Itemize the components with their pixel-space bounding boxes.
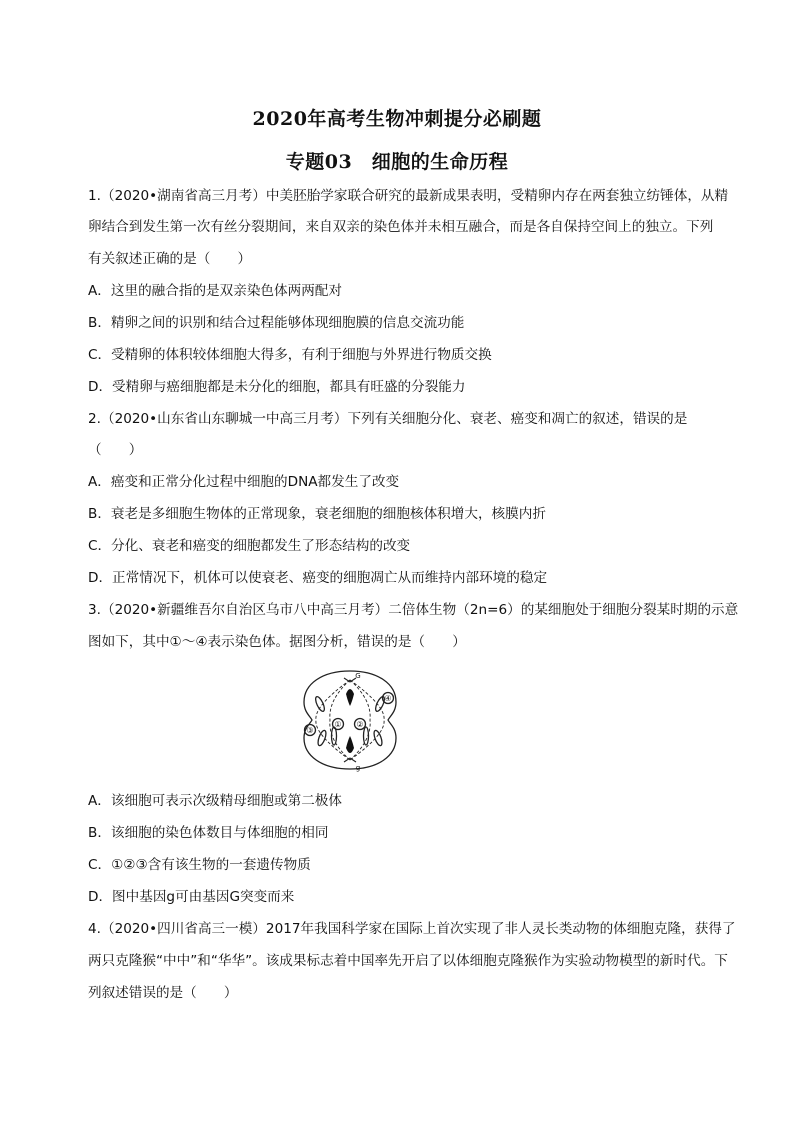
question-3-stem-line-1: 3.（2020•新疆维吾尔自治区乌市八中高三月考）二倍体生物（2n=6）的某细胞处于细胞分裂某时期的示意	[88, 602, 739, 618]
chromosome-label-3: ③	[306, 726, 314, 735]
document-title: 2020年高考生物冲刺提分必刷题	[252, 108, 542, 130]
question-1-option-d: D．受精卵与癌细胞都是未分化的细胞，都具有旺盛的分裂能力	[88, 379, 466, 395]
question-1-option-a: A．这里的融合指的是双亲染色体两两配对	[88, 283, 342, 299]
question-1-stem-line-1: 1.（2020•湖南省高三月考）中美胚胎学家联合研究的最新成果表明，受精卵内存在两套独立纺锤体，从精	[88, 188, 729, 204]
chromosome-label-4: ④	[384, 694, 392, 703]
gene-label-bottom: g	[355, 764, 361, 772]
question-2-option-a: A．癌变和正常分化过程中细胞的DNA都发生了改变	[88, 474, 400, 490]
question-2-option-c: C．分化、衰老和癌变的细胞都发生了形态结构的改变	[88, 538, 411, 554]
chromosome-label-2: ②	[356, 720, 364, 729]
question-1-option-b: B．精卵之间的识别和结合过程能够体现细胞膜的信息交流功能	[88, 315, 465, 331]
gene-label-top: G	[355, 672, 361, 680]
question-1-option-c: C．受精卵的体积较体细胞大得多，有利于细胞与外界进行物质交换	[88, 347, 492, 363]
cell-division-diagram	[300, 666, 400, 774]
document-subtitle: 专题03 细胞的生命历程	[285, 151, 509, 173]
question-3-option-b: B．该细胞的染色体数目与体细胞的相同	[88, 825, 329, 841]
question-2-option-b: B．衰老是多细胞生物体的正常现象，衰老细胞的细胞核体积增大，核膜内折	[88, 506, 546, 522]
question-1-stem-line-2: 卵结合到发生第一次有丝分裂期间，来自双亲的染色体并未相互融合，而是各自保持空间上的独立。下列	[88, 219, 714, 235]
question-1-stem-line-3: 有关叙述正确的是（ ）	[88, 251, 252, 267]
question-4-stem-line-1: 4.（2020•四川省高三一模）2017年我国科学家在国际上首次实现了非人灵长类动物的体细胞克隆，获得了	[88, 921, 736, 937]
chromosome-label-1: ①	[334, 720, 342, 729]
question-4-stem-line-2: 两只克隆猴“中中”和“华华”。该成果标志着中国率先开启了以体细胞克隆猴作为实验动物模型的新时代。下	[88, 953, 728, 969]
question-2-stem-line-1: 2.（2020•山东省山东聊城一中高三月考）下列有关细胞分化、衰老、癌变和凋亡的叙述，错误的是	[88, 411, 688, 427]
question-3-stem-line-2: 图如下，其中①～④表示染色体。据图分析，错误的是（ ）	[88, 634, 466, 650]
question-3-option-d: D．图中基因g可由基因G突变而来	[88, 889, 295, 905]
question-2-stem-line-2: （ ）	[88, 442, 143, 458]
question-3-option-a: A．该细胞可表示次级精母细胞或第二极体	[88, 793, 342, 809]
question-2-option-d: D．正常情况下，机体可以使衰老、癌变的细胞凋亡从而维持内部环境的稳定	[88, 570, 548, 586]
question-3-option-c: C．①②③含有该生物的一套遗传物质	[88, 857, 311, 873]
question-4-stem-line-3: 列叙述错误的是（ ）	[88, 985, 238, 1001]
